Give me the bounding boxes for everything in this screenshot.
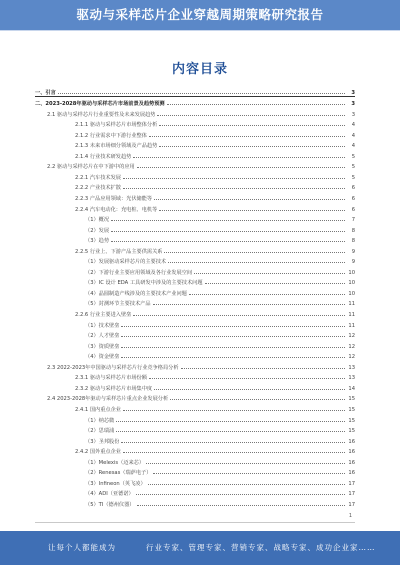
toc-entry[interactable] [35,244,355,255]
toc-entry-title: （2）下游行业主要应用领域及各行业发展空间 [85,269,193,276]
toc-leader-dots [168,262,345,263]
toc-entry-title: 2.3.1 驱动与采样芯片市场份额 [75,375,147,382]
toc-entry[interactable] [35,360,355,371]
toc-leader-dots [133,315,345,316]
toc-entry[interactable] [35,466,355,477]
toc-entry-title: （3）Infineon（英飞凌） [85,480,146,487]
toc-entry-page: 10 [348,290,355,297]
header-divider [0,30,400,31]
toc-leader-dots [157,115,345,116]
toc-entry-page: 9 [351,259,355,266]
toc-leader-dots [167,104,345,105]
toc-leader-dots [123,178,345,179]
toc-entry[interactable] [35,191,355,202]
toc-leader-dots [136,494,345,495]
table-of-contents [35,86,355,508]
toc-entry[interactable] [35,381,355,392]
toc-entry[interactable] [35,170,355,181]
toc-entry[interactable] [35,97,355,108]
toc-entry[interactable] [35,202,355,213]
toc-entry[interactable] [35,223,355,234]
toc-entry[interactable] [35,255,355,266]
toc-entry-title: （1）发展驱动采样芯片的主要技术 [85,259,167,266]
toc-leader-dots [111,220,345,221]
toc-leader-dots [149,136,345,137]
toc-entry-page: 8 [351,238,355,245]
toc-leader-dots [205,283,345,284]
toc-heading: 内容目录 [171,62,228,77]
toc-entry[interactable] [35,371,355,382]
toc-entry-title: （2）思瑞浦 [85,428,115,435]
toc-entry[interactable] [35,107,355,118]
toc-entry-page: 3 [351,89,355,96]
toc-entry[interactable] [35,497,355,508]
toc-entry-title: 2.1.4 行业技术研发趋势 [75,153,132,160]
toc-entry[interactable] [35,434,355,445]
toc-entry-title: （2）人才壁垒 [85,333,120,340]
toc-entry-title: 2.2.5 行业上、下游产品主要供需关系 [75,248,163,255]
toc-entry-title: （5）封测环节主要技术产品 [85,301,151,308]
toc-entry[interactable] [35,402,355,413]
toc-leader-dots [154,389,345,390]
toc-entry[interactable] [35,265,355,276]
toc-entry-title: （5）TI（德州仪器） [85,501,135,508]
toc-entry-title: 2.2.3 产品应用领域：光伏储能等 [75,196,153,203]
toc-leader-dots [148,484,345,485]
toc-leader-dots [123,188,345,189]
toc-entry[interactable] [35,307,355,318]
toc-entry-title: 二、2023-2028年驱动与采样芯片市场前景及趋势预测 [35,101,165,108]
toc-leader-dots [159,146,345,147]
toc-entry-title: （4）资金壁垒 [85,354,120,361]
toc-entry[interactable] [35,350,355,361]
toc-entry-page: 12 [348,343,355,350]
footer-slogan-left: 让每个人都能成为 [48,543,116,552]
toc-entry-page: 7 [351,217,355,224]
toc-entry-title: 2.2 驱动与采样芯片在中下游中的应用 [47,164,135,171]
toc-entry-page: 12 [348,354,355,361]
toc-entry-title: 一、引言 [35,89,56,96]
toc-leader-dots [111,231,345,232]
toc-leader-dots [116,421,345,422]
toc-leader-dots [121,347,345,348]
toc-entry-title: （3）圣邦股份 [85,438,120,445]
toc-leader-dots [123,452,345,453]
toc-entry-page: 15 [348,428,355,435]
toc-entry-page: 17 [348,491,355,498]
toc-leader-dots [164,252,345,253]
toc-entry[interactable] [35,297,355,308]
toc-entry-page: 11 [348,312,355,319]
toc-entry[interactable] [35,149,355,160]
toc-entry-title: 2.1 驱动与采样芯片行业重要性及未来发展趋势 [47,111,156,118]
toc-leader-dots [153,473,345,474]
toc-entry[interactable] [35,413,355,424]
toc-entry[interactable] [35,139,355,150]
toc-entry[interactable] [35,128,355,139]
toc-entry[interactable] [35,213,355,224]
toc-leader-dots [133,157,345,158]
toc-leader-dots [137,505,346,506]
toc-entry[interactable] [35,276,355,287]
toc-leader-dots [189,294,345,295]
toc-entry-title: （4）晶圆制造产线涉及的主要技术产业问题 [85,290,187,297]
toc-entry[interactable] [35,455,355,466]
page-number: 1 [348,513,352,519]
toc-entry-page: 16 [348,449,355,456]
toc-entry-page: 16 [348,459,355,466]
toc-entry-title: （3）趋势 [85,238,110,245]
toc-entry-page: 6 [351,196,355,203]
toc-entry-title: 2.2.1 汽车技术发展 [75,174,121,181]
toc-entry-page: 14 [348,385,355,392]
toc-leader-dots [170,399,345,400]
toc-entry-title: 2.3.2 驱动与采样芯片市场集中度 [75,385,153,392]
toc-entry-title: （3）资质壁垒 [85,343,120,350]
toc-entry-page: 12 [348,333,355,340]
toc-entry-title: 2.4.2 国外重点企业 [75,449,121,456]
toc-entry[interactable] [35,392,355,403]
toc-entry-page: 4 [351,132,355,139]
toc-entry-title: （4）ADI（亚德诺） [85,491,134,498]
toc-entry-title: 2.2.6 行业主要进入壁垒 [75,312,132,319]
toc-leader-dots [149,378,345,379]
toc-entry-page: 5 [351,174,355,181]
toc-leader-dots [121,357,345,358]
toc-entry-title: （2）Renesas（瑞萨电子） [85,470,152,477]
toc-entry-page: 6 [351,206,355,213]
toc-entry-page: 17 [348,480,355,487]
toc-entry-page: 17 [348,501,355,508]
toc-entry-page: 3 [351,111,355,118]
toc-entry[interactable] [35,286,355,297]
toc-entry[interactable] [35,329,355,340]
toc-leader-dots [58,93,345,94]
toc-entry-page: 3 [351,101,355,108]
toc-entry[interactable] [35,445,355,456]
toc-entry[interactable] [35,118,355,129]
toc-entry-page: 6 [351,185,355,192]
toc-entry-title: （1）纳芯微 [85,417,115,424]
footer-bar [0,531,400,565]
toc-entry[interactable] [35,339,355,350]
toc-entry[interactable] [35,160,355,171]
footer-slogan-right: 行业专家、管理专家、营销专家、战略专家、成功企业家…… [146,543,376,552]
toc-entry-page: 8 [351,227,355,234]
toc-entry-title: 2.1.1 驱动与采样芯片市场整体分析 [75,122,158,129]
toc-leader-dots [159,125,345,126]
toc-entry-page: 15 [348,417,355,424]
toc-entry-page: 4 [351,143,355,150]
toc-entry[interactable] [35,318,355,329]
toc-leader-dots [194,273,345,274]
toc-entry-title: 2.4.1 国内重点企业 [75,406,121,413]
toc-entry-page: 15 [348,396,355,403]
toc-entry-title: 2.4 2023-2028年驱动与采样芯片重点企业发展分析 [47,396,169,403]
report-title: 驱动与采样芯片企业穿越周期策略研究报告 [76,7,324,22]
toc-entry-page: 15 [348,406,355,413]
toc-entry-title: （3）IC 设计 EDA 工具研发中涉及的主要技术问题 [85,280,203,287]
toc-entry[interactable] [35,476,355,487]
toc-entry[interactable] [35,487,355,498]
toc-leader-dots [154,199,345,200]
toc-entry-page: 5 [351,153,355,160]
toc-entry-page: 9 [351,248,355,255]
toc-entry-page: 4 [351,122,355,129]
toc-entry-title: （1）技术壁垒 [85,322,120,329]
toc-entry-page: 11 [348,322,355,329]
toc-entry[interactable] [35,424,355,435]
toc-leader-dots [121,336,345,337]
toc-leader-dots [121,326,345,327]
toc-entry-page: 16 [348,470,355,477]
toc-leader-dots [153,304,345,305]
toc-entry[interactable] [35,181,355,192]
toc-entry-title: 2.2.4 汽车电动化：充电桩、电机等 [75,206,158,213]
toc-leader-dots [121,442,345,443]
toc-leader-dots [146,463,345,464]
toc-entry-page: 10 [348,280,355,287]
toc-entry-title: 2.1.2 行业需求中下游行业整体 [75,132,147,139]
toc-entry[interactable] [35,234,355,245]
toc-entry-title: 2.3 2022-2023年中国驱动与采样芯片行业竞争格局分析 [47,364,179,371]
toc-entry-title: （1）概况 [85,217,110,224]
toc-entry-title: （1）Melexis（迈来芯） [85,459,145,466]
toc-entry-page: 11 [348,301,355,308]
toc-entry-page: 5 [351,164,355,171]
toc-entry-title: 2.2.2 产业技术扩散 [75,185,121,192]
toc-entry[interactable] [35,86,355,97]
toc-entry-page: 13 [348,364,355,371]
toc-leader-dots [159,210,345,211]
toc-entry-page: 16 [348,438,355,445]
toc-entry-title: 2.1.3 未来市场细分领域及产品趋势 [75,143,158,150]
toc-leader-dots [116,431,345,432]
toc-leader-dots [111,241,345,242]
toc-leader-dots [181,368,345,369]
footer-divider [35,522,355,523]
toc-entry-title: （2）发展 [85,227,110,234]
toc-entry-page: 13 [348,375,355,382]
toc-entry-page: 10 [348,269,355,276]
toc-leader-dots [123,410,345,411]
toc-leader-dots [137,167,345,168]
